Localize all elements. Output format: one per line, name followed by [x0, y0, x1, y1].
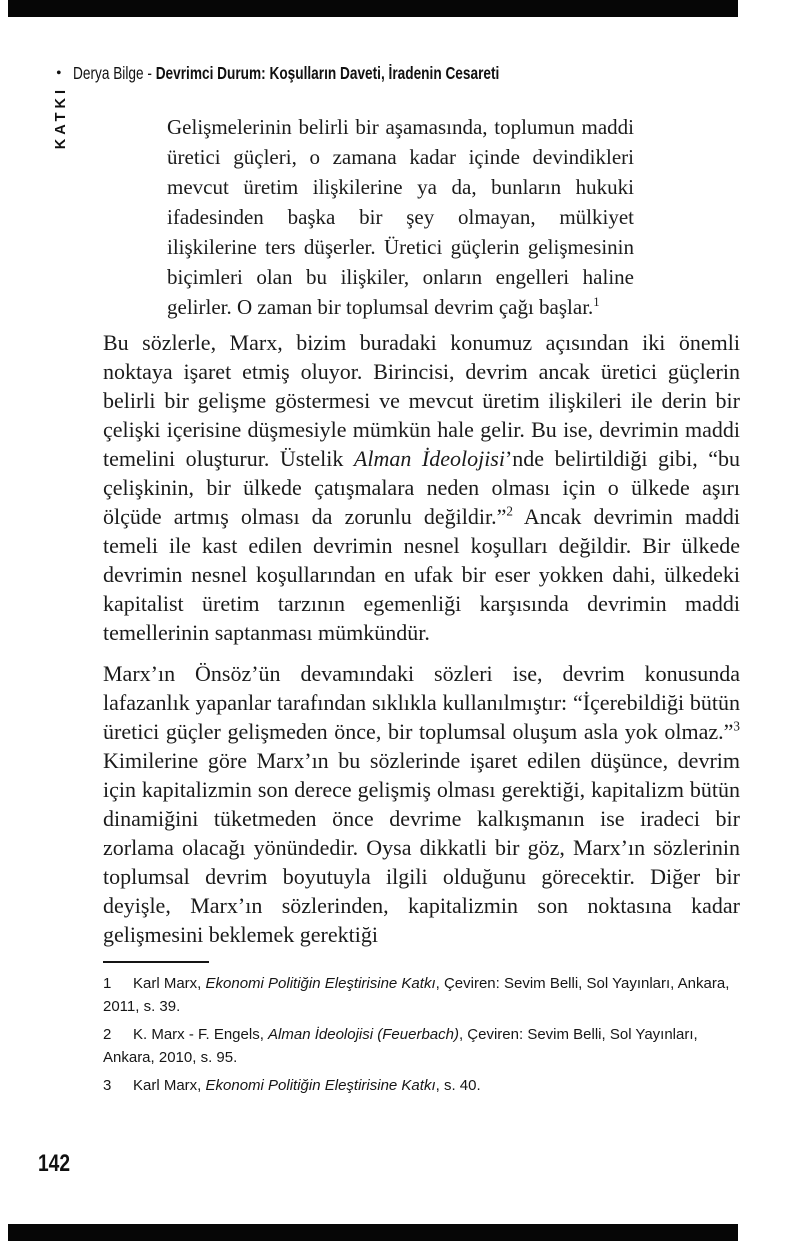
- footnote-2-text: K. Marx - F. Engels, Alman İdeolojisi (Feuerbach), Çeviren: Sevim Belli, Sol Yayınları, Ankara, 2010, s. 95.: [103, 1026, 698, 1066]
- footnote-1: [103, 972, 740, 1018]
- footnote-2-number: 2: [103, 1026, 112, 1043]
- footnotes-block: [103, 972, 740, 1097]
- header-text: [73, 63, 499, 84]
- footnote-3-text: Karl Marx, Ekonomi Politiğin Eleştirisine Katkı, s. 40.: [133, 1077, 481, 1094]
- page-content: [103, 112, 740, 1102]
- body-paragraph-1: Bu sözlerle, Marx, bizim buradaki konumuz açısından iki önemli noktaya işaret etmiş oluyor. Birincisi, devrim ancak üretici güçlerin belirli bir gelişme göstermesi ve mevcut üretim ilişkileri ile derin bir çelişki içerisine düşmesiyle mümkün hale gelir. Bu ise, devrimin maddi temelini oluşturur. Üstelik Alman İdeolojisi’nde belirtildiği gibi, “bu çelişkinin, bir ülkede çatışmalara neden olması için o ülkede aşırı ölçüde artmış olması da zorunlu değildir.”$^2$ Ancak devrimin maddi temeli ile kast edilen devrimin nesnel koşulları değildir. Bir ülkede devrimin nesnel koşullarından en ufak bir eser yokken dahi, ülkedeki kapitalist üretim tarzının egemenliği karşısında devrimin maddi temellerinin saptanması mümkündür.: [103, 330, 740, 645]
- bullet-icon: •: [56, 64, 62, 82]
- running-header: [56, 63, 619, 84]
- footnote-1-number: 1: [103, 975, 112, 992]
- header-title: Devrimci Durum: Koşulların Daveti, İradenin Cesareti: [155, 63, 499, 83]
- top-black-bar: [8, 0, 738, 17]
- page-number: 142: [38, 1150, 71, 1177]
- spine-label-katki: KATKI: [53, 86, 69, 150]
- footnote-3-number: 3: [103, 1077, 112, 1094]
- body-paragraph-2: Marx’ın Önsöz’ün devamındaki sözleri ise, devrim konusunda lafazanlık yapanlar tarafından sıklıkla kullanılmıştır: “İçerebildiği bütün üretici güçler gelişmeden önce, bir toplumsal oluşum asla yok olmaz.”$^3$ Kimilerine göre Marx’ın bu sözlerinde işaret edilen düşünce, devrim için kapitalizmin son derece gelişmiş olması gerektiği, kapitalizm bütün dinamiğini tüketmeden önce devrime kalkışmanın ise iradeci bir zorlama olacağı yönündedir. Oysa dikkatli bir göz, Marx’ın sözlerinin toplumsal devrim boyutuyla ilgili olduğunu görecektir. Diğer bir deyişle, Marx’ın sözlerinden, kapitalizmin son noktasına kadar gelişmesini beklemek gerektiği: [103, 661, 740, 947]
- footnote-2: [103, 1023, 740, 1069]
- footnote-3: [103, 1074, 740, 1097]
- bottom-black-bar: [8, 1224, 738, 1241]
- header-author: Derya Bilge -: [72, 63, 156, 83]
- footnote-separator: [103, 961, 209, 963]
- block-quote: Gelişmelerinin belirli bir aşamasında, toplumun maddi üretici güçleri, o zamana kadar içinde devindikleri mevcut üretim ilişkilerine ya da, bunların hukuki ifadesinden başka bir şey olmayan, mülkiyet ilişkilerine ters düşerler. Üretici güçlerin gelişmesinin biçimleri olan bu ilişkiler, onların engelleri haline gelirler. O zaman bir toplumsal devrim çağı başlar.$^1$: [167, 115, 634, 319]
- footnote-1-text: Karl Marx, Ekonomi Politiğin Eleştirisine Katkı, Çeviren: Sevim Belli, Sol Yayınları, Ankara, 2011, s. 39.: [103, 975, 730, 1015]
